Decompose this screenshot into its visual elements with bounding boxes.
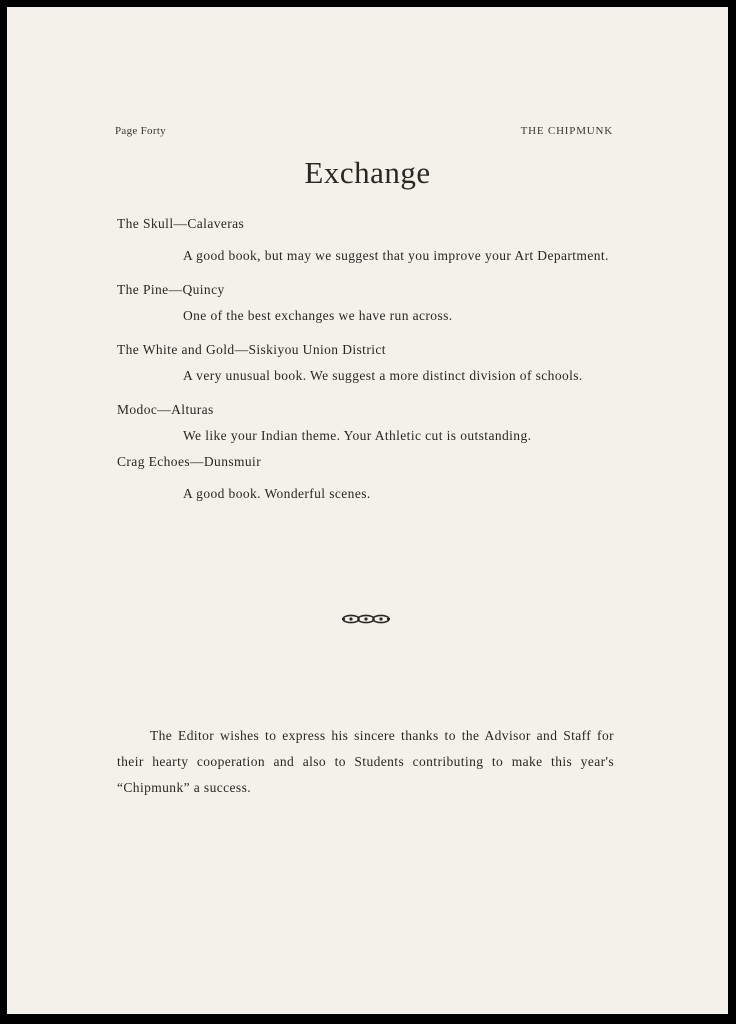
exchange-entry xyxy=(117,397,614,449)
page-number: Page Forty xyxy=(115,125,166,137)
entry-name: Crag Echoes—Dunsmuir xyxy=(117,454,262,469)
editor-thanks-paragraph: The Editor wishes to express his sincere thanks to the Advisor and Staff for their hearty cooperation and also to Students contributing to make this year's “Chipmunk” a success. xyxy=(117,728,614,795)
exchange-entry xyxy=(117,211,614,269)
exchange-list xyxy=(117,211,614,507)
entry-comment: A good book. Wonderful scenes. xyxy=(183,486,371,501)
entry-name: The Skull—Calaveras xyxy=(117,216,245,231)
entry-comment: A good book, but may we suggest that you improve your Art Department. xyxy=(183,248,609,263)
entry-name: The White and Gold—Siskiyou Union District xyxy=(117,342,386,357)
entry-comment: We like your Indian theme. Your Athletic cut is outstanding. xyxy=(183,428,532,443)
exchange-entry xyxy=(117,449,614,507)
running-head xyxy=(7,125,728,141)
entry-comment: One of the best exchanges we have run across. xyxy=(183,308,453,323)
entry-name: The Pine—Quincy xyxy=(117,282,225,297)
entry-comment: A very unusual book. We suggest a more distinct division of schools. xyxy=(183,368,583,383)
publication-title: THE CHIPMUNK xyxy=(520,125,613,137)
chain-ornament-icon xyxy=(341,613,391,625)
yearbook-page xyxy=(7,7,728,1014)
exchange-entry xyxy=(117,277,614,329)
page-title: Exchange xyxy=(304,155,431,190)
exchange-entry xyxy=(117,337,614,389)
entry-name: Modoc—Alturas xyxy=(117,402,214,417)
